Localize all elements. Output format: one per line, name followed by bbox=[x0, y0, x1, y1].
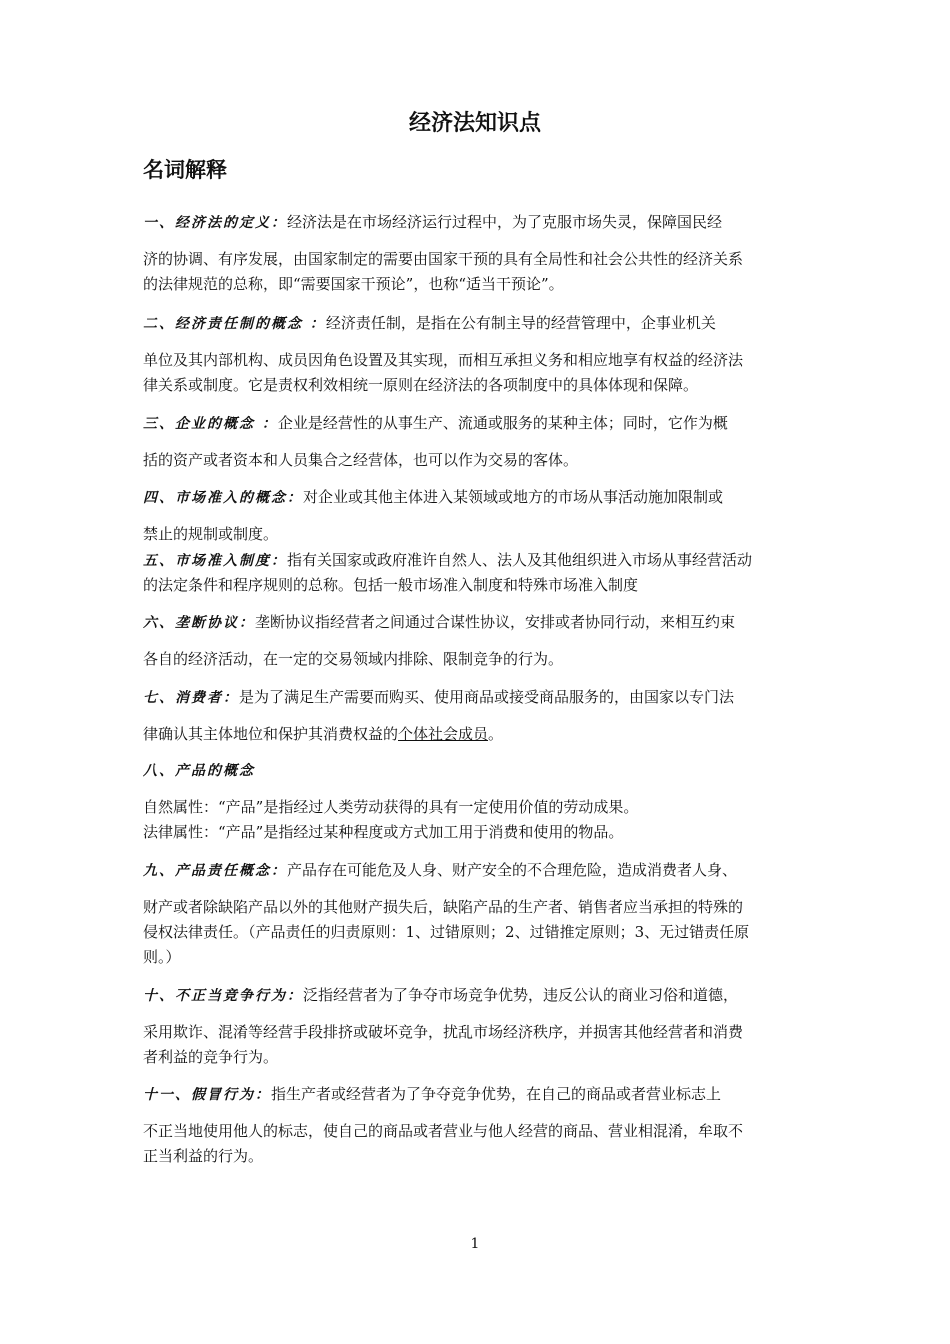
entry-text: 法律属性：“产品”是指经过某种程度或方式加工用于消费和使用的物品。 bbox=[143, 823, 624, 841]
entry-text: 财产或者除缺陷产品以外的其他财产损失后，缺陷产品的生产者、销售者应当承担的特殊的 bbox=[143, 898, 744, 916]
entry-text: 指生产者或经营者为了争夺竞争优势，在自己的商品或者营业标志上 bbox=[271, 1085, 722, 1103]
entry-text: 的法定条件和程序规则的总称。包括一般市场准入制度和特殊市场准入制度 bbox=[143, 576, 639, 594]
entry-text: 侵权法律责任。（产品责任的归责原则：1、过错原则；2、过错推定原则；3、无过错责任原 bbox=[143, 923, 750, 941]
entry-text: 各自的经济活动，在一定的交易领域内排除、限制竞争的行为。 bbox=[143, 650, 564, 668]
entry-text: 对企业或其他主体进入某领域或地方的市场从事活动施加限制或 bbox=[303, 488, 724, 506]
entry-term: 十、不正当竞争行为： bbox=[143, 988, 303, 1004]
entry-text: 泛指经营者为了争夺市场竞争优势，违反公认的商业习俗和道德， bbox=[303, 986, 739, 1004]
entry-text: 者利益的竞争行为。 bbox=[143, 1048, 279, 1066]
entry-product-concept bbox=[143, 758, 813, 845]
entry-text: 禁止的规制或制度。 bbox=[143, 525, 279, 543]
entry-market-access-concept bbox=[143, 485, 813, 547]
entry-text: 自然属性：“产品”是指经过人类劳动获得的具有一定使用价值的劳动成果。 bbox=[143, 798, 639, 816]
entry-text: 不正当地使用他人的标志，使自己的商品或者营业与他人经营的商品、营业相混淆，牟取不 bbox=[143, 1122, 744, 1140]
entry-text: 律关系或制度。它是责权利效相统一原则在经济法的各项制度中的具体体现和保障。 bbox=[143, 376, 699, 394]
entry-text: 括的资产或者资本和人员集合之经营体，也可以作为交易的客体。 bbox=[143, 451, 579, 469]
entry-market-access-system bbox=[143, 548, 813, 598]
entry-term: 一、经济法的定义： bbox=[143, 215, 287, 231]
document-title: 经济法知识点 bbox=[408, 111, 541, 136]
underlined-term: 个体社会成员 bbox=[398, 725, 489, 743]
entry-text: 单位及其内部机构、成员因角色设置及其实现，而相互承担义务和相应地享有权益的经济法 bbox=[143, 351, 744, 369]
entry-unfair-competition bbox=[143, 983, 813, 1070]
entry-term: 三、企业的概念 ： bbox=[143, 416, 278, 432]
entry-text: 的法律规范的总称，即“需要国家干预论”，也称“适当干预论”。 bbox=[143, 275, 564, 293]
page-number: 1 bbox=[470, 1236, 480, 1252]
entry-term: 二、经济责任制的概念 ： bbox=[143, 316, 326, 332]
entry-text: 指有关国家或政府准许自然人、法人及其他组织进入市场从事经营活动 bbox=[287, 551, 753, 569]
entry-text: 产品存在可能危及人身、财产安全的不合理危险，造成消费者人身、 bbox=[287, 861, 738, 879]
entry-text: 律确认其主体地位和保护其消费权益的 bbox=[143, 725, 399, 743]
entry-monopoly-agreement bbox=[143, 610, 813, 672]
entry-enterprise-concept bbox=[143, 411, 813, 473]
entry-text: 垄断协议指经营者之间通过合谋性协议，安排或者协同行动，来相互约束 bbox=[255, 613, 736, 631]
entry-text: 。 bbox=[488, 725, 504, 743]
entry-economic-law-definition bbox=[143, 210, 813, 297]
entry-term: 四、市场准入的概念： bbox=[143, 490, 303, 506]
entry-consumer bbox=[143, 685, 813, 747]
entry-text: 正当利益的行为。 bbox=[143, 1147, 264, 1165]
entry-term: 八、产品的概念 bbox=[143, 763, 255, 779]
entry-counterfeiting bbox=[143, 1082, 813, 1169]
entry-text: 经济责任制，是指在公有制主导的经营管理中，企事业机关 bbox=[325, 314, 716, 332]
entry-text: 济的协调、有序发展，由国家制定的需要由国家干预的具有全局性和社会公共性的经济关系 bbox=[143, 250, 744, 268]
entry-term: 九、产品责任概念： bbox=[143, 863, 287, 879]
entry-term: 七、消费者： bbox=[143, 690, 239, 706]
section-heading: 名词解释 bbox=[143, 158, 227, 182]
entry-term: 六、垄断协议： bbox=[143, 615, 255, 631]
entry-text: 企业是经营性的从事生产、流通或服务的某种主体；同时，它作为概 bbox=[277, 414, 728, 432]
entry-text: 经济法是在市场经济运行过程中，为了克服市场失灵，保障国民经 bbox=[287, 213, 723, 231]
entry-economic-responsibility bbox=[143, 311, 813, 398]
entry-text: 采用欺诈、混淆等经营手段排挤或破坏竞争，扰乱市场经济秩序，并损害其他经营者和消费 bbox=[143, 1023, 744, 1041]
entry-text: 则。） bbox=[143, 948, 181, 966]
entry-term: 五、市场准入制度： bbox=[143, 553, 287, 569]
entry-text: 是为了满足生产需要而购买、使用商品或接受商品服务的，由国家以专门法 bbox=[239, 688, 735, 706]
entry-term: 十一、假冒行为： bbox=[143, 1087, 271, 1103]
entry-product-liability bbox=[143, 858, 813, 970]
